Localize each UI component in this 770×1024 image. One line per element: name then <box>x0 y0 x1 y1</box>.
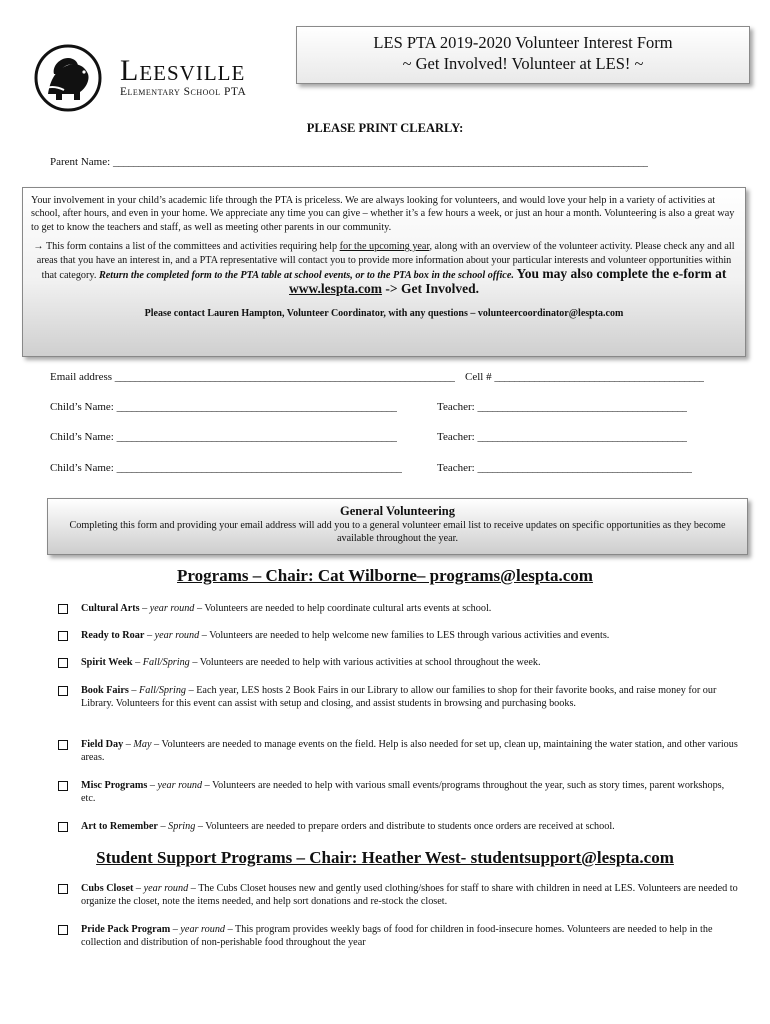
child-name-line[interactable]: ________________________________________________________ <box>116 431 397 443</box>
cell-line[interactable]: __________________________________________ <box>494 371 705 383</box>
info-instructions: → This form contains a list of the committees and activities requiring help for the upcoming year, along with an overview of the volunteer activity. Please check any and all areas that you have an interest in, and a PTA representative will contact you to provide more information about your particular interests and volunteer opportunities within that category. Return the completed form to the PTA table at school events, or to the PTA box in the school office. You may also complete the e-form at www.lespta.com -> Get Involved. <box>33 241 735 297</box>
program-item: Misc Programs – year round – Volunteers are needed to help with various small events/programs throughout the year, such as story times, parent workshops, etc. <box>58 779 738 806</box>
lion-logo-icon <box>34 44 102 112</box>
checkbox[interactable] <box>58 822 68 832</box>
general-volunteering-text: Completing this form and providing your email address will add you to a general volunteer email list to receive updates on specific opportunities as they become available throughout the year. <box>69 520 726 544</box>
form-title: LES PTA 2019-2020 Volunteer Interest Form <box>373 33 673 52</box>
teacher-label: Teacher: <box>437 462 475 474</box>
teacher-line[interactable]: __________________________________________ <box>477 401 688 413</box>
teacher-label: Teacher: <box>437 431 475 443</box>
logo-wordmark: Leesville <box>120 54 246 87</box>
info-intro-text: Your involvement in your child’s academic life through the PTA is priceless. We are always looking for volunteers, and would love your help in a variety of activities at school, after hours, and even in your home. We appreciate any time you can give – whether it’s a few hours a week, or just an hour a month. Volunteering is also a great way to get to know the teachers and staff, as well as meeting other parents in our community. <box>31 195 735 233</box>
lespta-link[interactable]: www.lespta.com <box>289 281 383 297</box>
student-support-item: Cubs Closet – year round – The Cubs Closet houses new and gently used clothing/shoes for staff to share with children in need at LES. Volunteers are needed to organize the closet, note the items needed, and help sort donations and re-stock the closet. <box>58 882 738 909</box>
child-name-field[interactable] <box>50 431 397 443</box>
program-item: Field Day – May – Volunteers are needed to manage events on the field. Help is also needed for set up, clean up, maintaining the water station, and other various areas. <box>58 738 738 765</box>
form-title-box <box>296 26 750 84</box>
checkbox[interactable] <box>58 925 68 935</box>
teacher-field[interactable] <box>437 462 692 474</box>
teacher-line[interactable]: ___________________________________________ <box>477 462 693 474</box>
parent-name-line[interactable]: ___________________________________________________________________________________________________________ <box>112 156 648 168</box>
checkbox[interactable] <box>58 658 68 668</box>
checkbox[interactable] <box>58 604 68 614</box>
program-item: Ready to Roar – year round – Volunteers are needed to help welcome new families to LES through various activities and events. <box>58 629 738 642</box>
checkbox[interactable] <box>58 686 68 696</box>
program-item: Book Fairs – Fall/Spring – Each year, LES hosts 2 Book Fairs in our Library to allow our families to shop for their favorite books, and raise money for our Library. Volunteers for this event can assist with setup and closing, and assist students in browsing and purchasing books. <box>58 684 738 711</box>
child-name-line[interactable]: ________________________________________________________ <box>116 401 397 413</box>
program-item: Art to Remember – Spring – Volunteers are needed to prepare orders and distribute to students once orders are received at school. <box>58 820 738 833</box>
print-clearly-heading: PLEASE PRINT CLEARLY: <box>306 121 464 135</box>
form-tagline: ~ Get Involved! Volunteer at LES! ~ <box>402 54 644 73</box>
student-support-heading: Student Support Programs – Chair: Heather West- studentsupport@lespta.com <box>96 848 674 867</box>
teacher-label: Teacher: <box>437 401 475 413</box>
child-name-line[interactable]: _________________________________________________________ <box>116 462 402 474</box>
programs-heading: Programs – Chair: Cat Wilborne– programs@lespta.com <box>177 566 593 585</box>
child-name-field[interactable] <box>50 401 397 413</box>
teacher-field[interactable] <box>437 401 687 413</box>
program-item: Cultural Arts – year round – Volunteers are needed to help coordinate cultural arts events at school. <box>58 602 738 615</box>
child-name-label: Child’s Name: <box>50 462 114 474</box>
child-name-label: Child’s Name: <box>50 401 114 413</box>
email-field[interactable] <box>50 371 455 383</box>
email-label: Email address <box>50 371 113 383</box>
general-volunteering-box <box>47 498 748 555</box>
info-box <box>22 187 746 357</box>
checkbox[interactable] <box>58 740 68 750</box>
child-name-label: Child’s Name: <box>50 431 114 443</box>
coordinator-contact: Please contact Lauren Hampton, Volunteer Coordinator, with any questions – volunteercoordinator@lespta.com <box>144 307 624 319</box>
parent-name-field[interactable] <box>50 156 648 168</box>
student-support-item: Pride Pack Program – year round – This program provides weekly bags of food for children in food-insecure homes. Volunteers are needed to help in the collection and distribution of non-perishable food throughout the year <box>58 923 738 950</box>
cell-label: Cell # <box>465 371 492 383</box>
parent-name-label: Parent Name: <box>50 156 111 168</box>
checkbox[interactable] <box>58 884 68 894</box>
cell-field[interactable] <box>465 371 704 383</box>
teacher-line[interactable]: __________________________________________ <box>477 431 688 443</box>
program-item: Spirit Week – Fall/Spring – Volunteers are needed to help with various activities at school throughout the week. <box>58 656 738 669</box>
checkbox[interactable] <box>58 781 68 791</box>
checkbox[interactable] <box>58 631 68 641</box>
teacher-field[interactable] <box>437 431 687 443</box>
general-volunteering-title: General Volunteering <box>340 504 455 518</box>
child-name-field[interactable] <box>50 462 402 474</box>
email-line[interactable]: ____________________________________________________________________ <box>114 371 455 383</box>
logo-subtitle: Elementary School PTA <box>120 86 247 98</box>
